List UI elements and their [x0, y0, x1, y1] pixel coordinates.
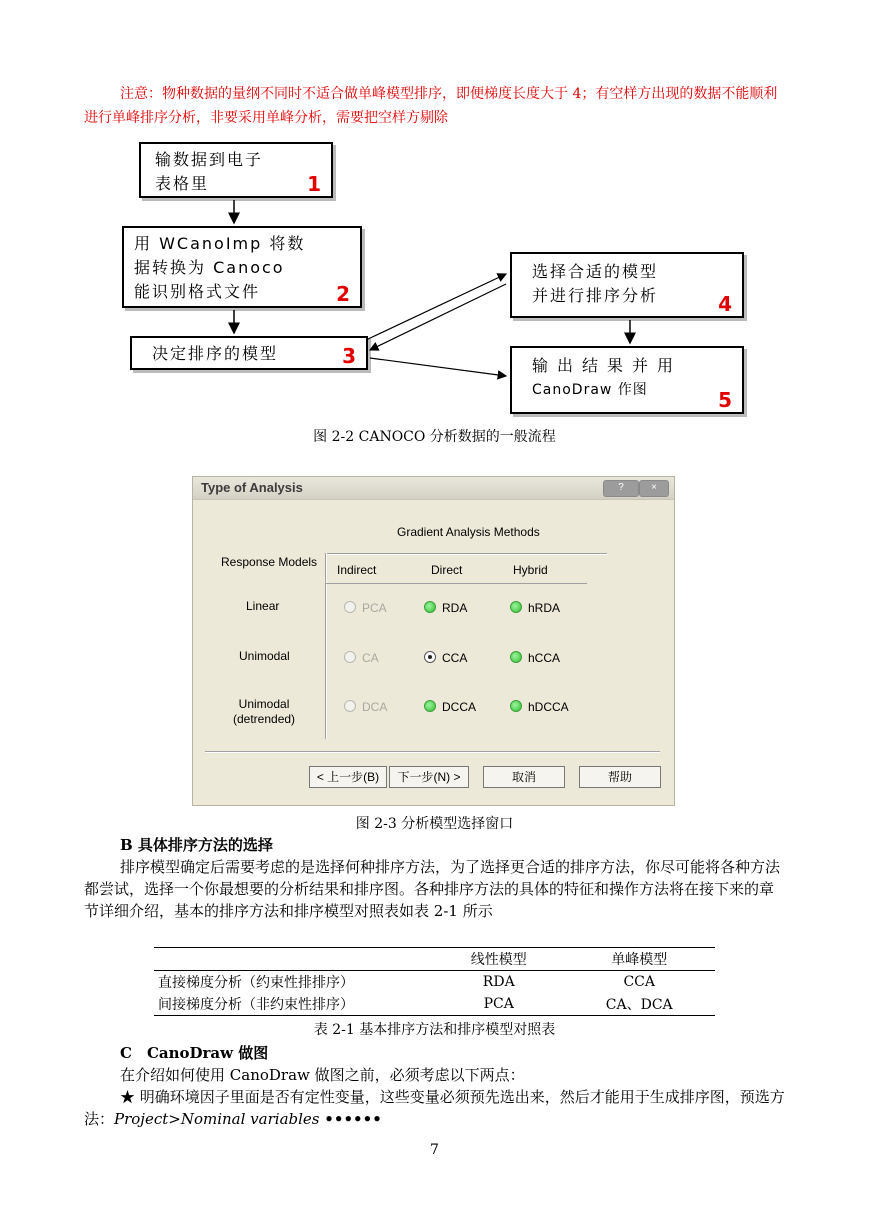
flow-box-2-line2: 据转换为 Canoco	[134, 258, 285, 277]
radio-ca-dot	[344, 651, 356, 663]
group-label: Gradient Analysis Methods	[397, 525, 540, 539]
radio-hdcca[interactable]	[510, 700, 569, 714]
section-b-heading: B 具体排序方法的选择	[120, 836, 273, 854]
section-b-paragraph: 排序模型确定后需要考虑的是选择何种排序方法，为了选择更合适的排序方法，你尽可能将各种方法都尝试，选择一个你最想要的分析结果和排序图。各种排序方法的具体的特征和操作方法将在接下来的章节详细介绍，基本的排序方法和排序模型对照表如表 2-1 所示	[84, 858, 781, 920]
table-cell: 直接梯度分析（约束性排排序）	[158, 975, 354, 991]
section-c-intro: 在介绍如何使用 CanoDraw 做图之前，必须考虑以下两点：	[120, 1066, 525, 1084]
radio-dca-dot	[344, 700, 356, 712]
flow-box-5-line2: CanoDraw 作图	[532, 382, 648, 398]
radio-hrda[interactable]	[510, 601, 560, 615]
help-button[interactable]: 帮助	[579, 766, 661, 788]
flow-box-5-number: 5	[718, 388, 734, 412]
table-header-row	[154, 948, 715, 971]
section-c-heading: C CanoDraw 做图	[120, 1044, 269, 1062]
group-left-line	[325, 553, 327, 739]
flow-arrows	[0, 0, 869, 440]
row-unimodal-label: Unimodal	[239, 649, 290, 663]
radio-cca-dot	[424, 651, 436, 663]
radio-pca-label: PCA	[362, 601, 387, 615]
help-title-button[interactable]: ?	[603, 480, 639, 497]
page-number: 7	[430, 1142, 439, 1158]
radio-hcca[interactable]	[510, 651, 560, 665]
radio-hcca-dot	[510, 651, 522, 663]
flow-box-2-line3: 能识别格式文件	[134, 282, 261, 301]
radio-hdcca-label: hDCCA	[528, 700, 569, 714]
radio-dcca-dot	[424, 700, 436, 712]
table-cell: PCA	[483, 996, 514, 1012]
response-models-label: Response Models	[221, 555, 318, 569]
row-detrended-line1: Unimodal	[238, 697, 290, 711]
section-c-text: 明确环境因子里面是否有定性变量，这些变量必须预先选出来，然后才能用于生成排序图，预选方法：	[84, 1088, 785, 1128]
table-cell: CA、DCA	[605, 997, 673, 1013]
table-header-cell: 线性模型	[470, 952, 527, 968]
arrow-4-to-3	[370, 284, 506, 350]
radio-pca	[344, 601, 387, 615]
table-row	[154, 971, 715, 994]
figure-2-3-caption: 图 2-3 分析模型选择窗口	[355, 816, 514, 832]
radio-pca-dot	[344, 601, 356, 613]
table-cell: CCA	[623, 974, 656, 990]
flow-box-3-line1: 决定排序的模型	[152, 344, 279, 363]
flow-box-4-line2: 并进行排序分析	[532, 286, 659, 305]
table-cell: 间接梯度分析（非约束性排序）	[158, 997, 354, 1013]
section-c-star-paragraph	[84, 1086, 788, 1130]
flow-box-3-number: 3	[342, 344, 358, 368]
table-2-1-caption: 表 2-1 基本排序方法和排序模型对照表	[313, 1022, 556, 1038]
radio-rda-dot	[424, 601, 436, 613]
ellipsis-dots: ••••••	[324, 1110, 382, 1128]
radio-hcca-label: hCCA	[528, 651, 561, 665]
star-icon: ★	[120, 1088, 136, 1106]
radio-dcca[interactable]	[424, 700, 476, 714]
radio-rda[interactable]	[424, 601, 467, 615]
row-linear-label: Linear	[246, 599, 280, 613]
flow-box-2-number: 2	[336, 282, 352, 306]
comparison-table	[154, 947, 715, 1016]
radio-hdcca-dot	[510, 700, 522, 712]
flow-box-2-line1: 用 WCanoImp 将数	[134, 234, 306, 253]
figure-2-2-caption: 图 2-2 CANOCO 分析数据的一般流程	[313, 429, 556, 445]
radio-ca	[344, 651, 379, 665]
arrow-3-to-4	[366, 274, 506, 340]
radio-cca[interactable]	[424, 651, 467, 665]
group-top-line	[325, 553, 607, 555]
flow-box-5-line1: 输出结果并用	[532, 356, 683, 375]
table-cell: RDA	[482, 974, 515, 990]
menu-path: Project>Nominal variables	[114, 1110, 320, 1128]
radio-ca-label: CA	[362, 651, 379, 665]
dialog-title: Type of Analysis	[193, 477, 674, 500]
flow-box-1-number: 1	[307, 172, 323, 196]
flow-box-4-number: 4	[718, 292, 734, 316]
warning-note: 注意：物种数据的量纲不同时不适合做单峰模型排序，即便梯度长度大于 4；有空样方出现的数据不能顺利进行单峰排序分析，非要采用单峰分析，需要把空样方剔除	[84, 86, 778, 126]
radio-hrda-dot	[510, 601, 522, 613]
radio-dca	[344, 700, 387, 714]
radio-dcca-label: DCCA	[442, 700, 477, 714]
next-button[interactable]: 下一步(N) >	[389, 766, 469, 788]
dialog-separator	[205, 751, 660, 753]
radio-hrda-label: hRDA	[528, 601, 561, 615]
radio-dca-label: DCA	[362, 700, 388, 714]
radio-rda-label: RDA	[442, 601, 468, 615]
flow-box-4-line1: 选择合适的模型	[532, 262, 659, 281]
col-indirect: Indirect	[337, 563, 377, 577]
flow-box-1-line2: 表格里	[155, 174, 210, 193]
row-detrended-line2: (detrended)	[233, 712, 296, 726]
radio-cca-label: CCA	[442, 651, 468, 665]
col-hybrid: Hybrid	[513, 563, 548, 577]
col-direct: Direct	[431, 563, 463, 577]
type-of-analysis-dialog	[192, 476, 675, 806]
row-detrended-label	[233, 697, 295, 727]
table-header-cell: 单峰模型	[611, 952, 668, 968]
close-icon[interactable]: ×	[639, 480, 669, 497]
arrow-3-to-5	[370, 358, 506, 376]
flow-box-1-line1: 输数据到电子	[155, 150, 264, 169]
table-row	[154, 993, 715, 1016]
cancel-button[interactable]: 取消	[483, 766, 565, 788]
back-button[interactable]: < 上一步(B)	[309, 766, 387, 788]
header-bottom-line	[325, 583, 587, 584]
table-header-cell	[154, 948, 434, 971]
